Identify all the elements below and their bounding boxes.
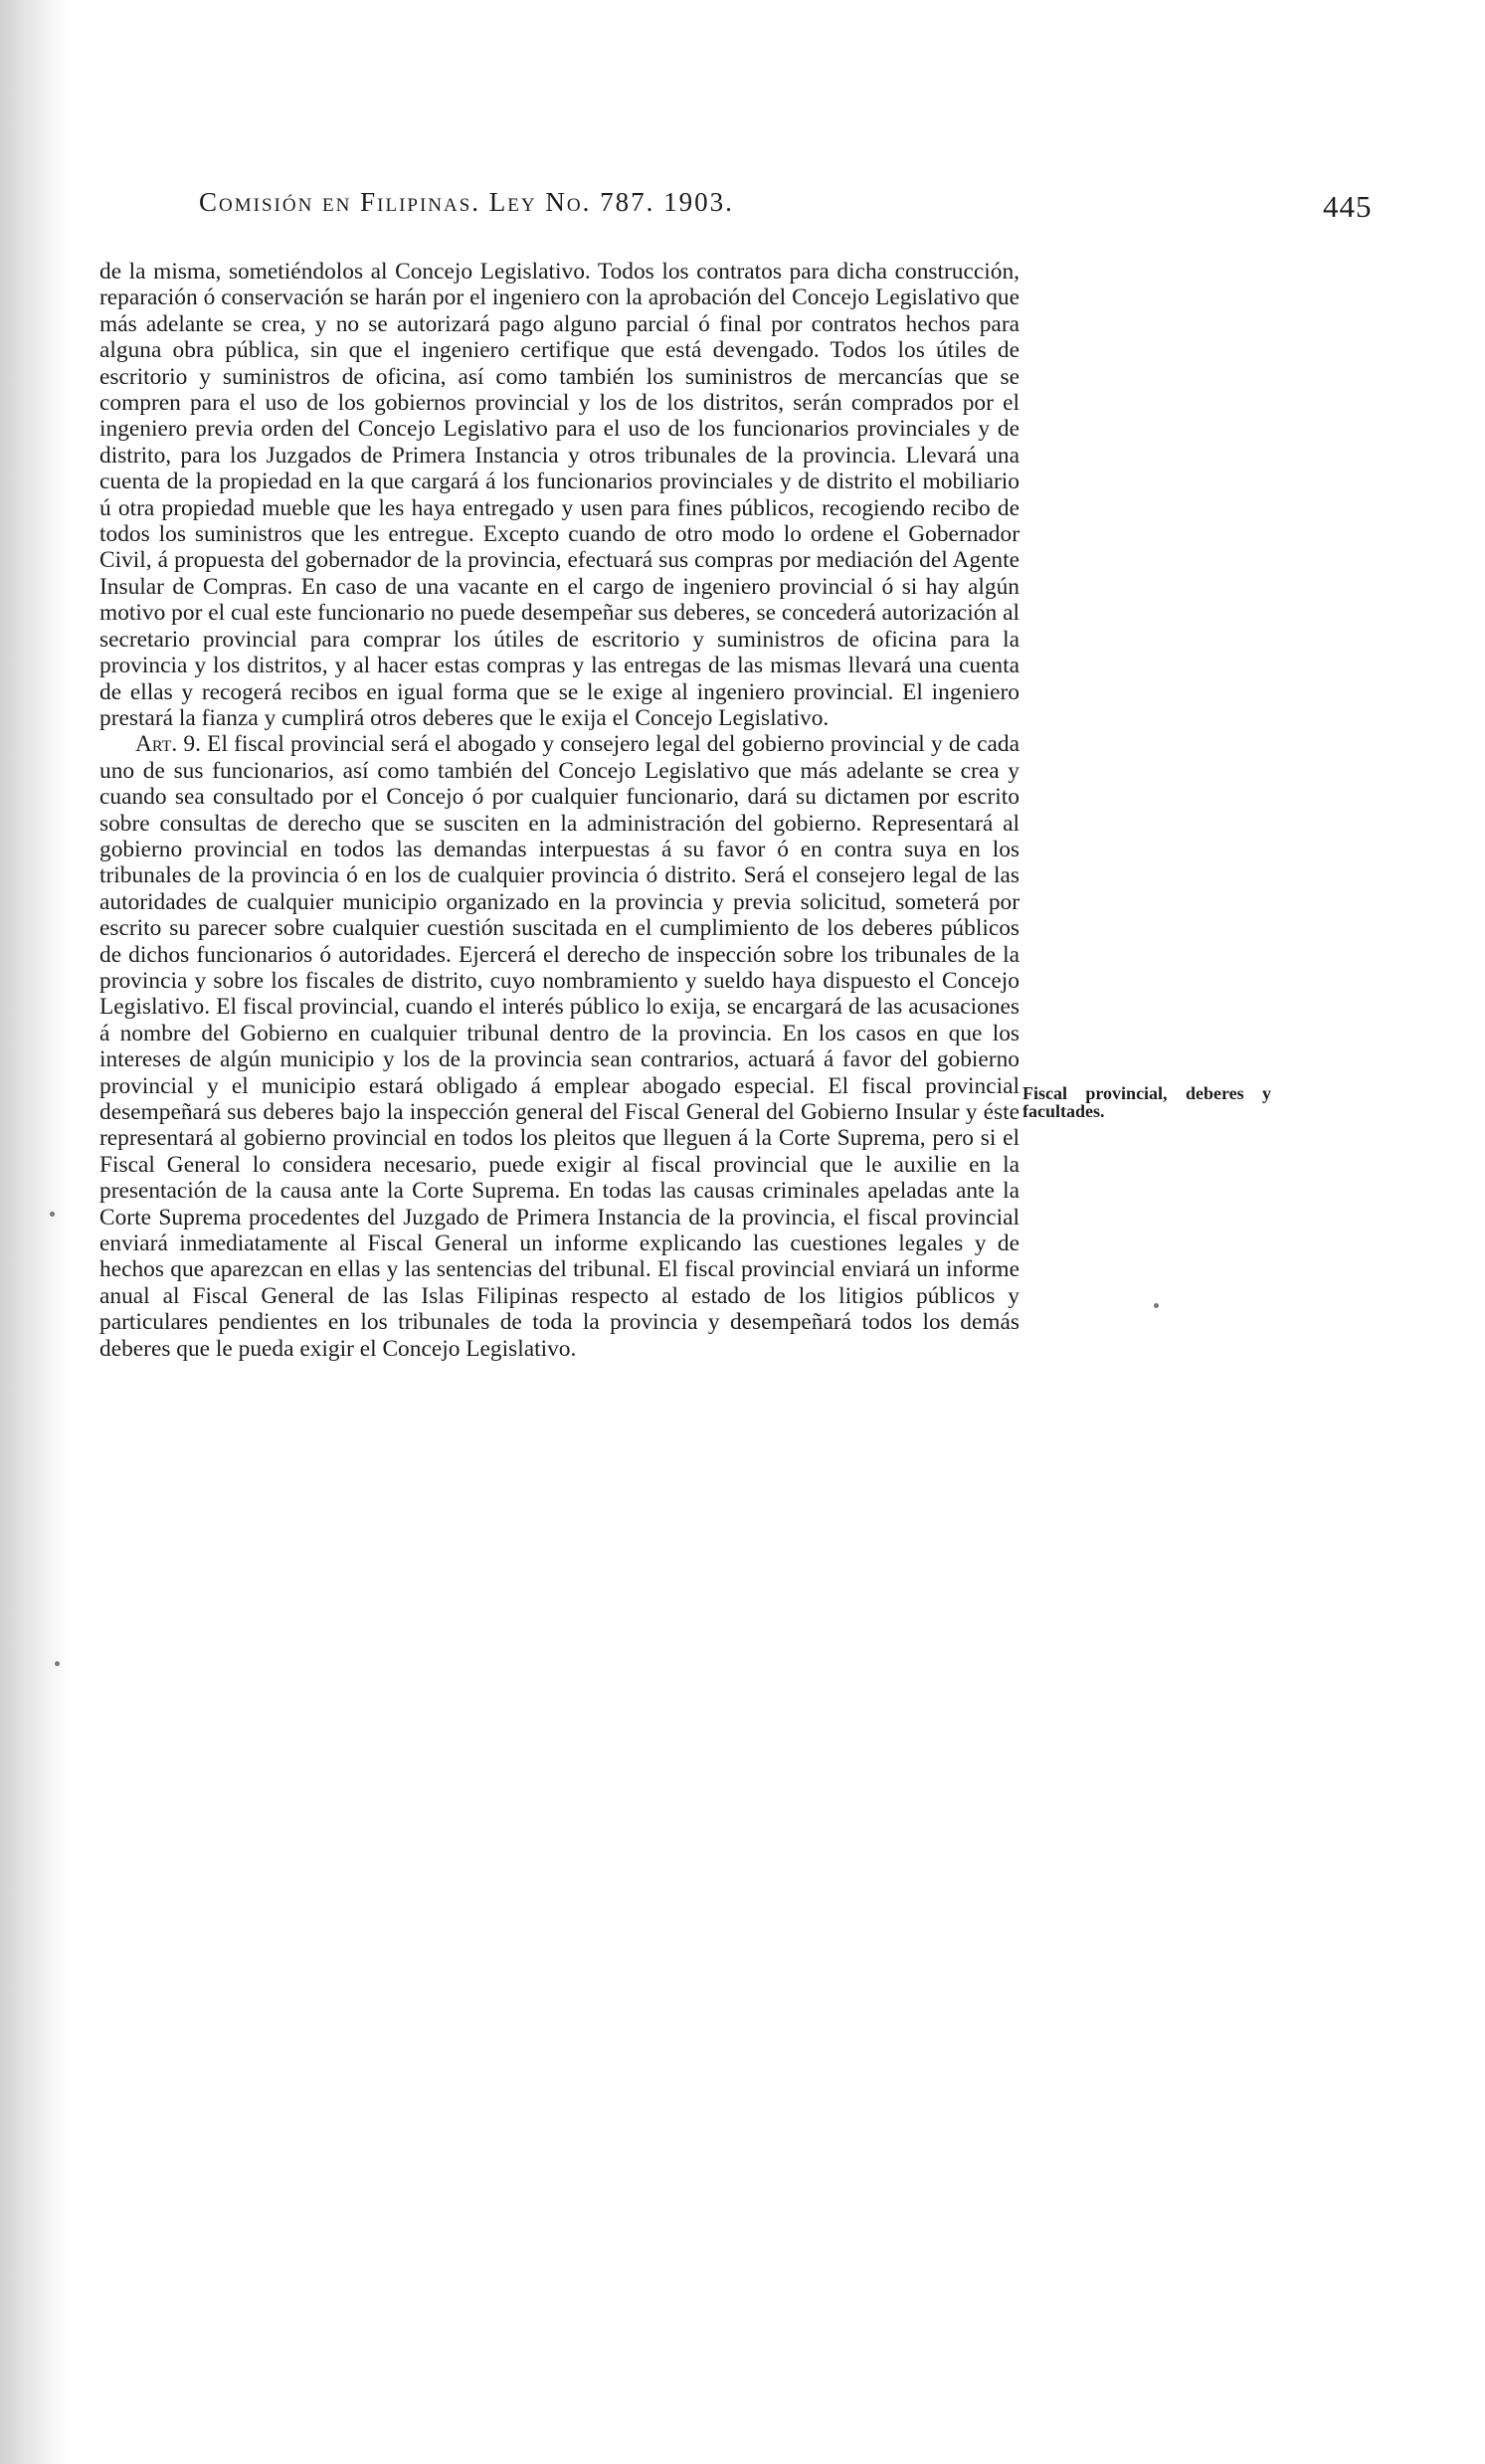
scan-speck bbox=[50, 1212, 55, 1217]
article-label: Art. 9. bbox=[135, 731, 201, 758]
running-head: Comisión en Filipinas. Ley No. 787. 1903. bbox=[199, 187, 734, 217]
main-text bbox=[99, 259, 1020, 1362]
scan-shadow-edge bbox=[0, 0, 70, 2464]
article-9-paragraph bbox=[99, 731, 1020, 1362]
page-header bbox=[0, 187, 1485, 227]
page-number: 445 bbox=[1323, 189, 1373, 224]
paragraph-continuation: de la misma, sometiéndolos al Concejo Legislativo. Todos los contratos para dicha construcción, reparación ó conservación se harán por el ingeniero con la aprobación del Concejo Legislativo que más adelante se crea, y no se autorizará pago alguno parcial ó final por contratos hechos para alguna obra pública, sin que el ingeniero certifique que está devengado. Todos los útiles de escritorio y suministros de oficina, así como también los suministros de mercancías que se compren para el uso de los gobiernos provincial y los de los distritos, serán comprados por el ingeniero previa orden del Concejo Legislativo para el uso de los funcionarios provinciales y de distrito, para los Juzgados de Primera Instancia y otros tribunales de la provincia. Llevará una cuenta de la propiedad en la que cargará á los funcionarios provinciales y de distrito el mobiliario ú otra propiedad mueble que les haya entregado y usen para fines públicos, recogiendo recibo de todos los suministros que les entregue. Excepto cuando de otro modo lo ordene el Gobernador Civil, á propuesta del gobernador de la provincia, efectuará sus compras por mediación del Agente Insular de Compras. En caso de una vacante en el cargo de ingeniero provincial ó si hay algún motivo por el cual este funcionario no puede desempeñar sus deberes, se concederá autorización al secretario provincial para comprar los útiles de escritorio y suministros de oficina para la provincia y los distritos, y al hacer estas compras y las entregas de las mismas llevará una cuenta de ellas y recogerá recibos en igual forma que se le exige al ingeniero provincial. El ingeniero prestará la fianza y cumplirá otros deberes que le exija el Concejo Legislativo. bbox=[99, 259, 1020, 731]
margin-note: Fiscal provincial, deberes y facultades. bbox=[1022, 1083, 1271, 1121]
article-9-text: El fiscal provincial será el abogado y consejero legal del gobierno provincial y de cada uno de sus funcionarios, así como también del Concejo Legislativo que más adelante se crea y cuando sea consultado por el Concejo ó por cualquier funcionario, dará su dictamen por escrito sobre consultas de derecho que se susciten en la administración del gobierno. Representará al gobierno provincial en todos las demandas interpuestas á su favor ó en contra suya en los tribunales de la provincia ó en los de cualquier provincia ó distrito. Será el consejero legal de las autoridades de cualquier municipio organizado en la provincia y previa solicitud, someterá por escrito su parecer sobre cualquier cuestión suscitada en el cumplimiento de los deberes públicos de dichos funcionarios ó autoridades. Ejercerá el derecho de inspección sobre los tribunales de la provincia y sobre los fiscales de distrito, cuyo nombramiento y sueldo haya dispuesto el Concejo Legislativo. El fiscal provincial, cuando el interés público lo exija, se encargará de las acusaciones á nombre del Gobierno en cualquier tribunal dentro de la provincia. En los casos en que los intereses de algún municipio y los de la provincia sean contrarios, actuará á favor del gobierno provincial y el municipio estará obligado á emplear abogado especial. El fiscal provincial desempeñará sus deberes bajo la inspección general del Fiscal General del Gobierno Insular y éste representará al gobierno provincial en todos los pleitos que lleguen á la Corte Suprema, pero si el Fiscal General lo considera necesario, puede exigir al fiscal provincial que le auxilie en la presentación de la causa ante la Corte Suprema. En todas las causas criminales apeladas ante la Corte Suprema procedentes del Juzgado de Primera Instancia de la provincia, el fiscal provincial enviará inmediatamente al Fiscal General un informe explicando las cuestiones legales y de hechos que aparezcan en ellas y las sentencias del tribunal. El fiscal provincial enviará un informe anual al Fiscal General de las Islas Filipinas respecto al estado de los litigios públicos y particulares pendientes en los tribunales de toda la provincia y desempeñará todos los demás deberes que le pueda exigir el Concejo Legislativo. bbox=[99, 731, 1020, 1362]
scan-speck bbox=[1154, 1303, 1159, 1308]
scan-speck bbox=[55, 1661, 60, 1666]
